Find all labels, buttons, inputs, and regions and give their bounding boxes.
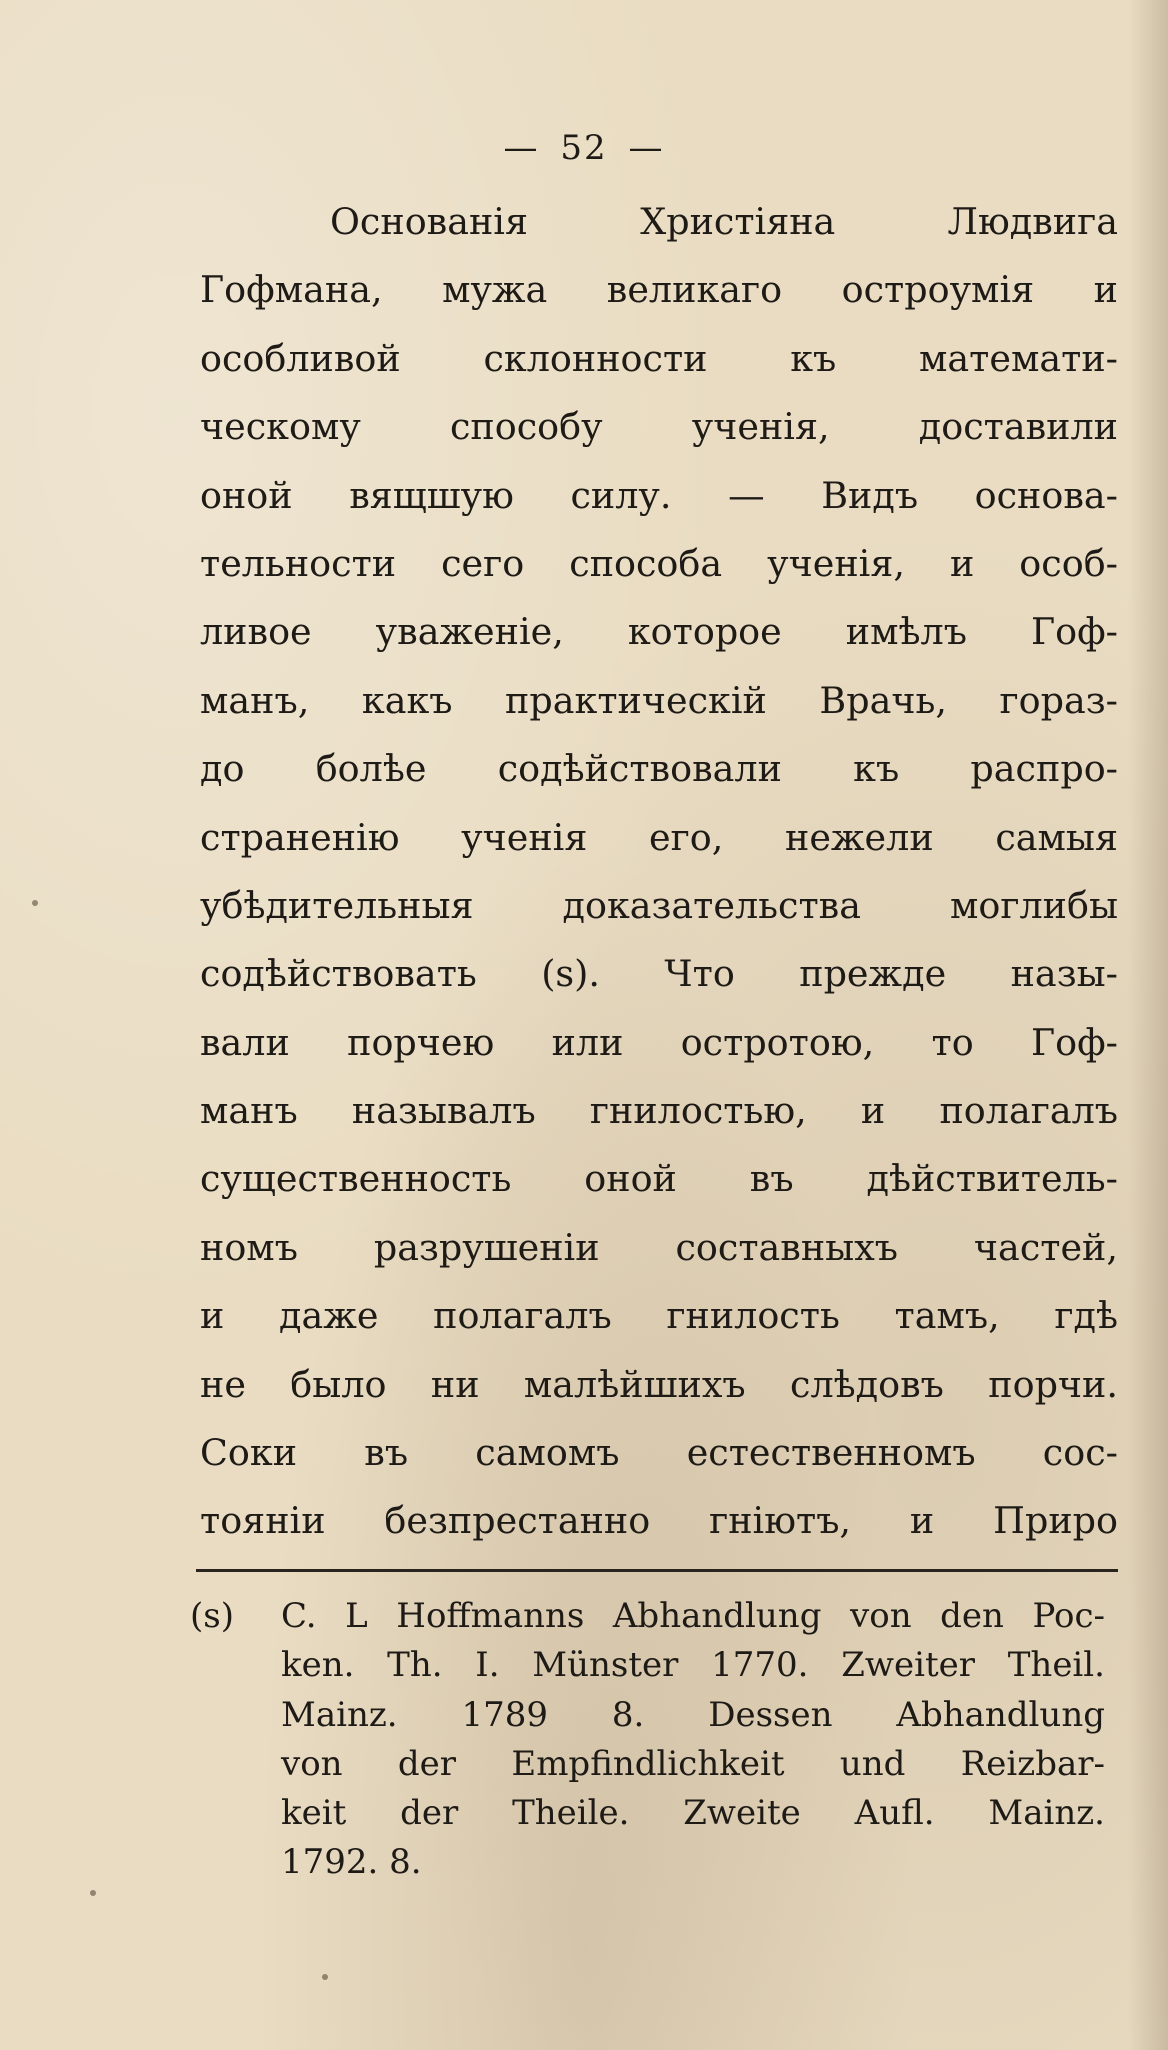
footnote-line: 1792. 8. <box>281 1842 422 1883</box>
text-line: Соки въ самомъ естественномъ сос- <box>200 1431 1118 1475</box>
text-line: номъ разрушеніи составныхъ частей, <box>200 1225 1118 1269</box>
footnote-marker: (s) <box>190 1596 234 1636</box>
text-line: манъ называлъ гнилостью, и полагалъ <box>200 1089 1118 1133</box>
footnote-first-line <box>190 1592 1105 1641</box>
text-line: манъ, какъ практическій Врачь, гораз- <box>200 678 1118 722</box>
footnote-line: Mainz. 1789 8. Dessen Abhandlung <box>281 1694 1105 1735</box>
footnote-divider <box>196 1569 1118 1572</box>
text-line: и даже полагалъ гнилость тамъ, гдѣ <box>200 1294 1118 1338</box>
page-number-value: 52 <box>560 128 608 168</box>
footnote-line: von der Empfindlichkeit und Reizbar- <box>281 1743 1105 1784</box>
paper-speck <box>32 900 38 906</box>
spine-shadow <box>1128 0 1168 2050</box>
text-line: убѣдительныя доказательства моглибы <box>200 883 1118 927</box>
text-line: тельности сего способа ученія, и особ- <box>200 541 1118 585</box>
text-line: ливое уваженіе, которое имѣлъ Гоф- <box>200 610 1118 654</box>
main-text <box>200 188 1118 1556</box>
text-line: Гофмана, мужа великаго остроумія и <box>200 268 1118 312</box>
text-line: вали порчею или остротою, то Гоф- <box>200 1020 1118 1064</box>
text-line: страненію ученія его, нежели самыя <box>200 815 1118 859</box>
footnote-line: ken. Th. I. Münster 1770. Zweiter Theil. <box>281 1645 1105 1686</box>
text-line: существенность оной въ дѣйствитель- <box>200 1157 1118 1201</box>
text-line: содѣйствовать (s). Что прежде назы- <box>200 952 1118 996</box>
footnote <box>190 1592 1105 1888</box>
page-number <box>0 128 1168 168</box>
paper-speck <box>90 1890 96 1896</box>
text-line: ческому способу ученія, доставили <box>200 405 1118 449</box>
text-line: тояніи безпрестанно гніютъ, и Приро <box>200 1499 1118 1543</box>
footnote-line: keit der Theile. Zweite Aufl. Mainz. <box>281 1793 1105 1834</box>
page-number-dash-right: — <box>628 128 665 168</box>
footnote-line: C. L Hoffmanns Abhandlung von den Poc- <box>281 1596 1105 1636</box>
paper-speck <box>322 1974 328 1980</box>
text-line: оной вящшую силу. — Видъ основа- <box>200 473 1118 517</box>
text-line: не было ни малѣйшихъ слѣдовъ порчи. <box>200 1362 1118 1406</box>
text-line: особливой склонности къ математи- <box>200 336 1118 380</box>
text-line: до болѣе содѣйствовали къ распро- <box>200 747 1118 791</box>
page-number-dash-left: — <box>503 128 540 168</box>
text-line: Основанія Христіяна Людвига <box>330 200 1118 243</box>
